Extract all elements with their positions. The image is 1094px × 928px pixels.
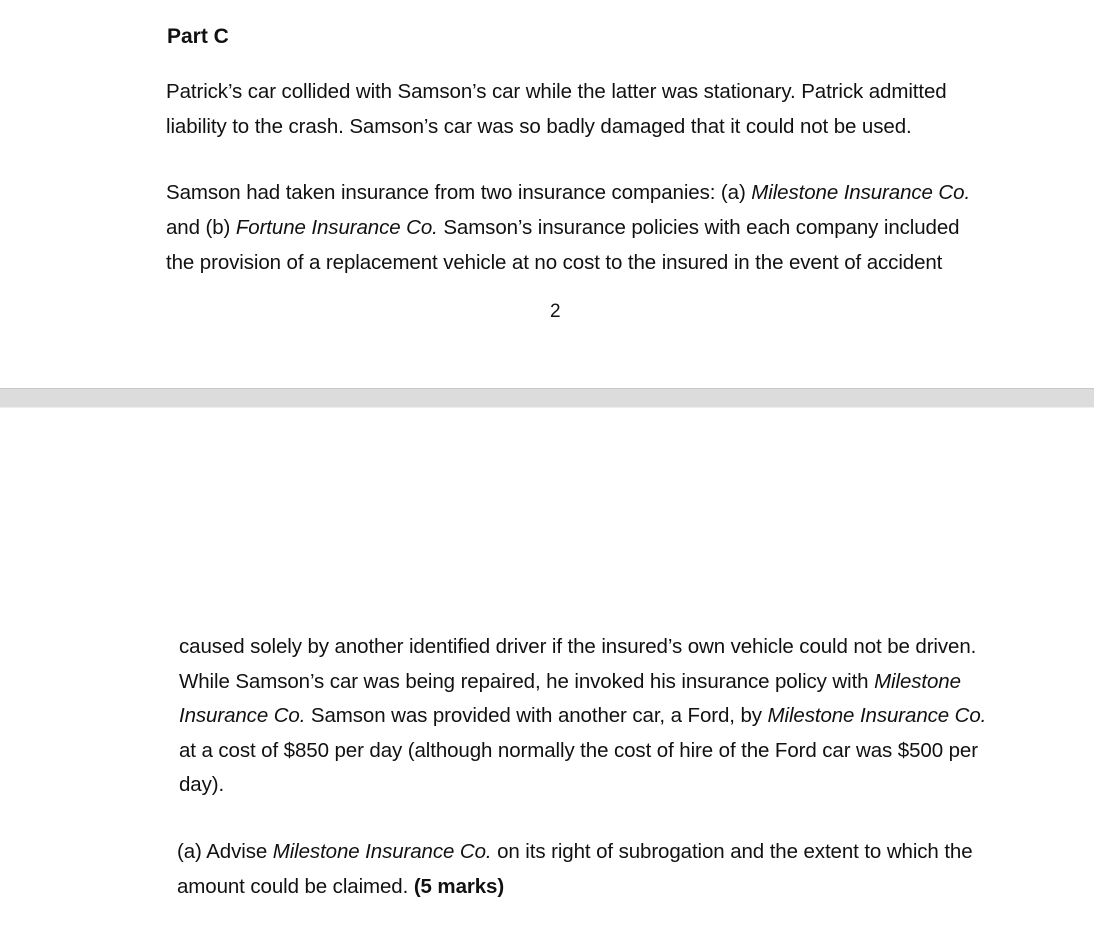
company-name-milestone: Milestone (874, 669, 961, 693)
question-a (177, 834, 973, 904)
text-span: on its right of subrogation and the extent to which the (491, 840, 973, 863)
text-line: Patrick’s car collided with Samson’s car while the latter was stationary. Patrick admitted (166, 80, 947, 103)
text-span: amount could be claimed. (177, 875, 414, 898)
page-break-divider (0, 388, 1094, 408)
text-span: While Samson’s car was being repaired, he invoked his insurance policy with (179, 669, 875, 693)
text-line (166, 210, 970, 245)
company-name-milestone: Milestone Insurance Co. (272, 840, 492, 863)
company-name-milestone: Milestone Insurance Co. (751, 181, 971, 204)
text-span: Samson had taken insurance from two insurance companies: (a) (166, 181, 752, 204)
paragraph-insurance (166, 175, 970, 280)
paragraph-replacement-car (179, 630, 986, 803)
text-span: and (b) (166, 216, 236, 239)
text-span: Samson was provided with another car, a Ford, by (305, 704, 768, 727)
text-line: liability to the crash. Samson’s car was so badly damaged that it could not be used. (166, 115, 912, 138)
paragraph-collision (166, 74, 947, 144)
text-span: (a) Advise (177, 840, 273, 863)
text-line (179, 665, 986, 700)
company-name-milestone: Insurance Co. (179, 704, 306, 727)
section-heading: Part C (167, 25, 229, 48)
page-number: 2 (550, 301, 561, 322)
text-line (179, 699, 986, 734)
text-line: day). (179, 773, 225, 796)
company-name-fortune: Fortune Insurance Co. (235, 216, 438, 239)
text-line: the provision of a replacement vehicle at no cost to the insured in the event of accident (166, 251, 943, 274)
document-page-1 (0, 0, 1094, 388)
text-span: Samson’s insurance policies with each company included (437, 216, 960, 239)
text-line (177, 869, 973, 904)
text-line: caused solely by another identified driver if the insured’s own vehicle could not be driven. (179, 635, 977, 658)
marks-label: (5 marks) (413, 875, 505, 898)
text-line (166, 175, 970, 210)
company-name-milestone: Milestone Insurance Co. (767, 704, 987, 727)
text-line: at a cost of $850 per day (although normally the cost of hire of the Ford car was $500 per (179, 738, 978, 762)
text-line (177, 834, 973, 869)
